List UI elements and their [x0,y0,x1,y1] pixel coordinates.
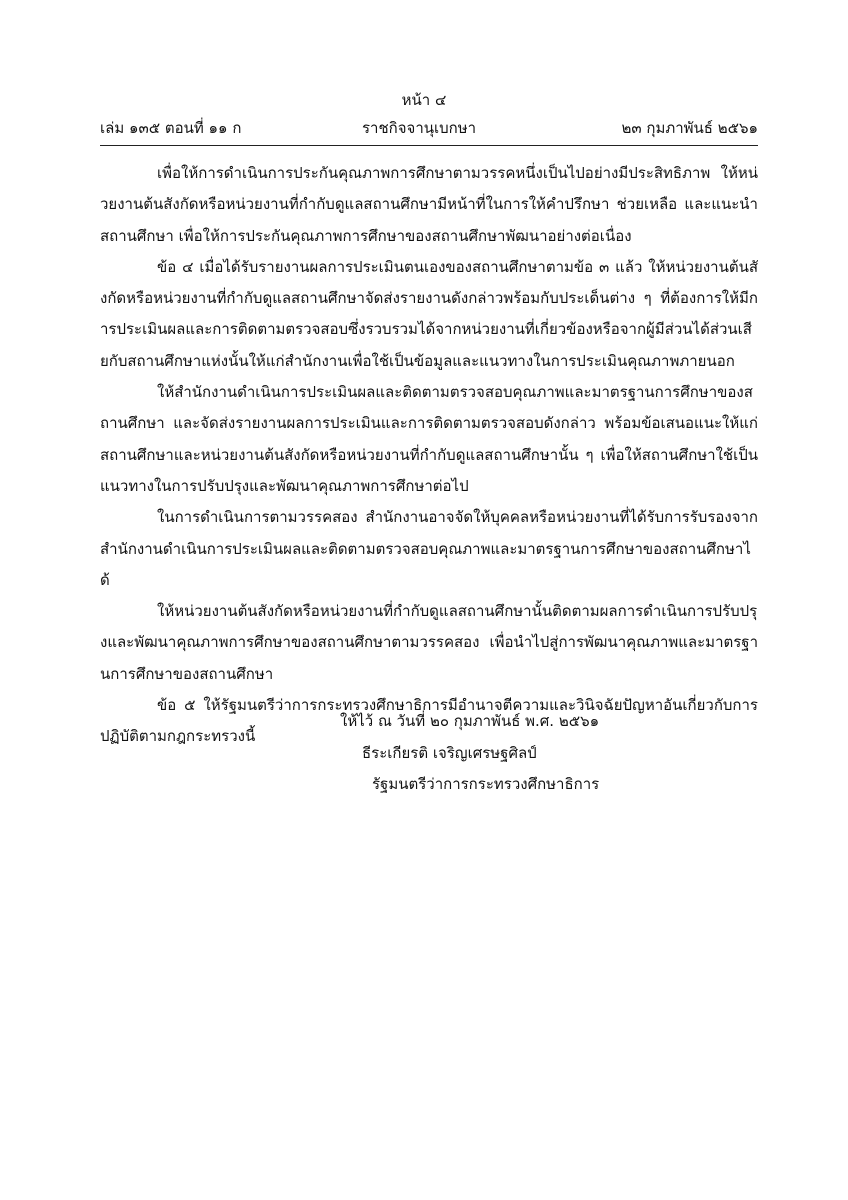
document-body [100,158,758,753]
header-divider [100,145,758,146]
paragraph: ให้หน่วยงานต้นสังกัดหรือหน่วยงานที่กำกับดูแลสถานศึกษานั้นติดตามผลการดำเนินการปรับปรุงและพัฒนาคุณภาพการศึกษาของสถานศึกษาตามวรรคสอง เพื่อนำไปสู่การพัฒนาคุณภาพและมาตรฐานการศึกษาของสถานศึกษา [100,602,758,683]
gazette-header [100,117,758,139]
volume-issue: เล่ม ๑๓๕ ตอนที่ ๑๑ ก [100,119,242,137]
paragraph: ข้อ ๕ ให้รัฐมนตรีว่าการกระทรวงศึกษาธิการมีอำนาจตีความและวินิจฉัยปัญหาอันเกี่ยวกับการปฏิบัติตามกฎกระทรวงนี้ [100,696,758,746]
paragraph: ในการดำเนินการตามวรรคสอง สำนักงานอาจจัดให้บุคคลหรือหน่วยงานที่ได้รับการรับรองจากสำนักงานดำเนินการประเมินผลและติดตามตรวจสอบคุณภาพและมาตรฐานการศึกษาของสถานศึกษาได้ [100,508,758,589]
signatory-name: ธีระเกียรติ เจริญเศรษฐศิลป์ [362,743,537,762]
paragraph: ให้สำนักงานดำเนินการประเมินผลและติดตามตรวจสอบคุณภาพและมาตรฐานการศึกษาของสถานศึกษา และจัดส่งรายงานผลการประเมินและการติดตามตรวจสอบดังกล่าว พร้อมข้อเสนอแนะให้แก่สถานศึกษาและหน่วยงานต้นสังกัดหรือหน่วยงานที่กำกับดูแลสถานศึกษานั้น ๆ เพื่อให้สถานศึกษาใช้เป็นแนวทางในการปรับปรุงและพัฒนาคุณภาพการศึกษาต่อไป [100,383,758,495]
gazette-name: ราชกิจจานุเบกษา [362,119,477,137]
publication-date: ๒๓ กุมภาพันธ์ ๒๕๖๑ [621,119,758,137]
signature-block [340,706,760,801]
page-number: หน้า ๔ [401,91,447,109]
signatory-title: รัฐมนตรีว่าการกระทรวงศึกษาธิการ [372,775,600,793]
given-date: ให้ไว้ ณ วันที่ ๒๐ กุมภาพันธ์ พ.ศ. ๒๕๖๑ [340,712,600,730]
paragraph: เพื่อให้การดำเนินการประกันคุณภาพการศึกษาตามวรรคหนึ่งเป็นไปอย่างมีประสิทธิภาพ ให้หน่วยงานต้นสังกัดหรือหน่วยงานที่กำกับดูแลสถานศึกษามีหน้าที่ในการให้คำปรึกษา ช่วยเหลือ และแนะนำสถานศึกษา เพื่อให้การประกันคุณภาพการศึกษาของสถานศึกษาพัฒนาอย่างต่อเนื่อง [100,164,758,245]
paragraph: ข้อ ๔ เมื่อได้รับรายงานผลการประเมินตนเองของสถานศึกษาตามข้อ ๓ แล้ว ให้หน่วยงานต้นสังกัดหรือหน่วยงานที่กำกับดูแลสถานศึกษาจัดส่งรายงานดังกล่าวพร้อมกับประเด็นต่าง ๆ ที่ต้องการให้มีการประเมินผลและการติดตามตรวจสอบซึ่งรวบรวมได้จากหน่วยงานที่เกี่ยวข้องหรือจากผู้มีส่วนได้ส่วนเสียกับสถานศึกษาแห่งนั้นให้แก่สำนักงานเพื่อใช้เป็นข้อมูลและแนวทางในการประเมินคุณภาพภายนอก [100,257,758,370]
